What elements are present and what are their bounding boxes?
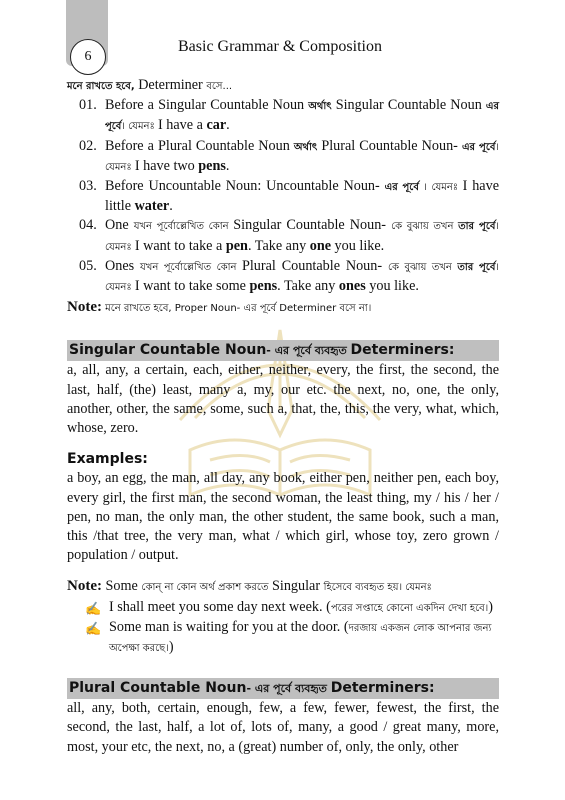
sample-bn: পরের সপ্তাহে কোনো একদিন দেখা হবে। [330,602,489,614]
rule-item [79,137,499,177]
sample-end: ) [488,598,493,615]
heading-en2: Determiners: [330,680,435,697]
rule-text-part: one [309,237,331,254]
examples-text: a boy, an egg, the man, all day, any book, either pen, neither pen, each boy, every girl, the first man, the second woman, the least thing, my / his / her / pen, no man, the only man, the other student, the same book, such a man, this /that tree, the very man, what / which girl, whose toy, zero grown / population / output. [67,470,499,564]
note-label: Note: [67,578,102,595]
rule-item [79,96,499,136]
rule-text-part: you like. [365,278,419,295]
note-text: মনে রাখতে হবে, Proper Noun- এর পূর্বে Determiner বসে না। [101,303,372,315]
pencil-icon: ✍ [85,600,102,616]
rule-text-part: I want to take some [134,278,250,295]
note-en2: Singular [268,578,324,595]
rule-text-part: pens [249,278,278,295]
rule-text-part: Singular Countable Noun [331,97,486,114]
note-bn2: হিসেবে ব্যবহৃত হয়। যেমনঃ [323,582,432,594]
rule-number: 03. [79,178,97,195]
heading-en2: Determiners: [350,342,455,359]
rule-text-part: I want to take a [134,237,226,254]
rule-text-part: তার পূর্বে [457,261,496,273]
rule-text-part: pen [225,237,248,254]
rule-text-part: I have little [105,178,499,215]
rule-number: 02. [79,137,97,154]
rule-text-part: Before Uncountable Noun: Uncountable Noun- [105,178,385,195]
rule-number: 04. [79,217,97,234]
rule-text-part: car [206,117,227,134]
sample-sentence [85,618,499,658]
rule-text-part: . [226,117,230,134]
page-content [67,76,499,757]
sample-text [109,598,499,618]
sample-sentences [67,598,499,659]
rule-text [105,96,499,136]
rule-text-part: Before a Singular Countable Noun [105,97,309,114]
rule-text-part: যখন পূর্বোল্লেখিত কোন [140,261,242,273]
sample-en: Some man is waiting for you at the door. ( [109,618,349,635]
note-some [67,577,499,597]
note-bn: কোন্ না কোন অর্থ প্রকাশ করতে [141,582,269,594]
rule-text-part: যখন পূর্বোল্লেখিত কোন [133,221,234,233]
sample-sentence [85,598,499,618]
heading-bn: - এর পূর্বে ব্যবহৃত [266,344,351,358]
rule-item [79,177,499,216]
rule-text-part: । যেমনঃ [105,141,499,173]
intro-line [67,76,499,96]
rule-text-part: . Take any [247,237,310,254]
rule-text-part: Before a Plural Countable Noun [105,137,294,154]
singular-section-heading [67,340,499,361]
rule-text-part: Plural Countable Noun- [241,257,388,274]
rule-item [79,216,499,256]
rule-text-part: you like. [331,237,385,254]
rule-text-part: এর পূর্বে [105,101,499,133]
rule-text-part: । যেমনঃ [105,221,499,253]
rule-text [105,137,499,177]
rule-text-part: Ones [105,257,140,274]
rule-text-part: . [225,157,230,174]
note-proper-noun [67,298,499,318]
rule-text-part: ones [338,278,366,295]
rule-text-part: I have a [157,117,207,134]
plural-determiner-list: all, any, both, certain, enough, few, a few, fewer, fewest, the first, the second, the last, half, a lot of, lots of, many, a good / great many, more, most, your etc, the next, no, a (great) number of, only, the only, other [67,700,499,755]
rule-text-part: । যেমনঃ [121,121,158,133]
intro-bn-suffix: বসে... [206,81,233,92]
intro-bn-prefix: মনে রাখতে হবে, [67,81,135,92]
examples-label: Examples: [67,451,148,468]
rule-text [105,216,499,256]
heading-en: Plural Countable Noun [69,680,247,697]
sample-text [109,618,499,658]
rule-text-part: এর পূর্বে [384,182,419,194]
singular-determiner-list: a, all, any, a certain, each, either, neither, every, the first, the second, the last, half, (the) least, many a, my, our etc. the next, no, one, the only, another, other, the same, some, such a, that, the, this, the very, what, which, whose, zero. [67,362,499,437]
heading-bn: - এর পূর্বে ব্যবহৃত [246,682,331,696]
rule-text-part: pens [198,157,226,174]
rule-text-part: অর্থাৎ [293,141,318,153]
rule-text-part: কে বুঝায় তখন [391,221,459,233]
running-header: Basic Grammar & Composition [178,38,382,55]
rule-item [79,257,499,297]
rule-text-part: . Take any [277,278,339,295]
heading-en: Singular Countable Noun [69,342,267,359]
note-en: Some [101,578,142,595]
rules-list [67,96,499,297]
rule-text-part: কে বুঝায় তখন [387,261,458,273]
rule-text-part: Singular Countable Noun- [233,217,392,234]
rule-text-part: এর পূর্বে [461,141,496,153]
rule-number: 01. [79,97,97,114]
rule-text-part: । যেমনঃ [418,182,463,194]
rule-text-part: One [105,217,134,234]
rule-text-part: তার পূর্বে [458,221,496,233]
page-number: 6 [70,39,106,75]
sample-bn: দরজায় একজন লোক আপনার জন্য অপেক্ষা করছে। [109,622,492,655]
rule-number: 05. [79,257,97,274]
rule-text-part: I have two [134,157,199,174]
rule-text-part: । যেমনঃ [105,261,499,294]
pencil-icon: ✍ [85,620,102,636]
rule-text-part: . [169,198,173,215]
plural-section-heading [67,678,499,699]
rule-text-part: water [134,198,170,215]
rule-text [105,257,499,297]
sample-en: I shall meet you some day next week. ( [109,598,331,615]
rule-text-part: অর্থাৎ [308,101,332,113]
rule-text [105,177,499,216]
intro-en: Determiner [134,77,207,93]
rule-text-part: Plural Countable Noun- [317,137,462,154]
note-label: Note: [67,299,102,316]
sample-end: ) [168,639,174,656]
